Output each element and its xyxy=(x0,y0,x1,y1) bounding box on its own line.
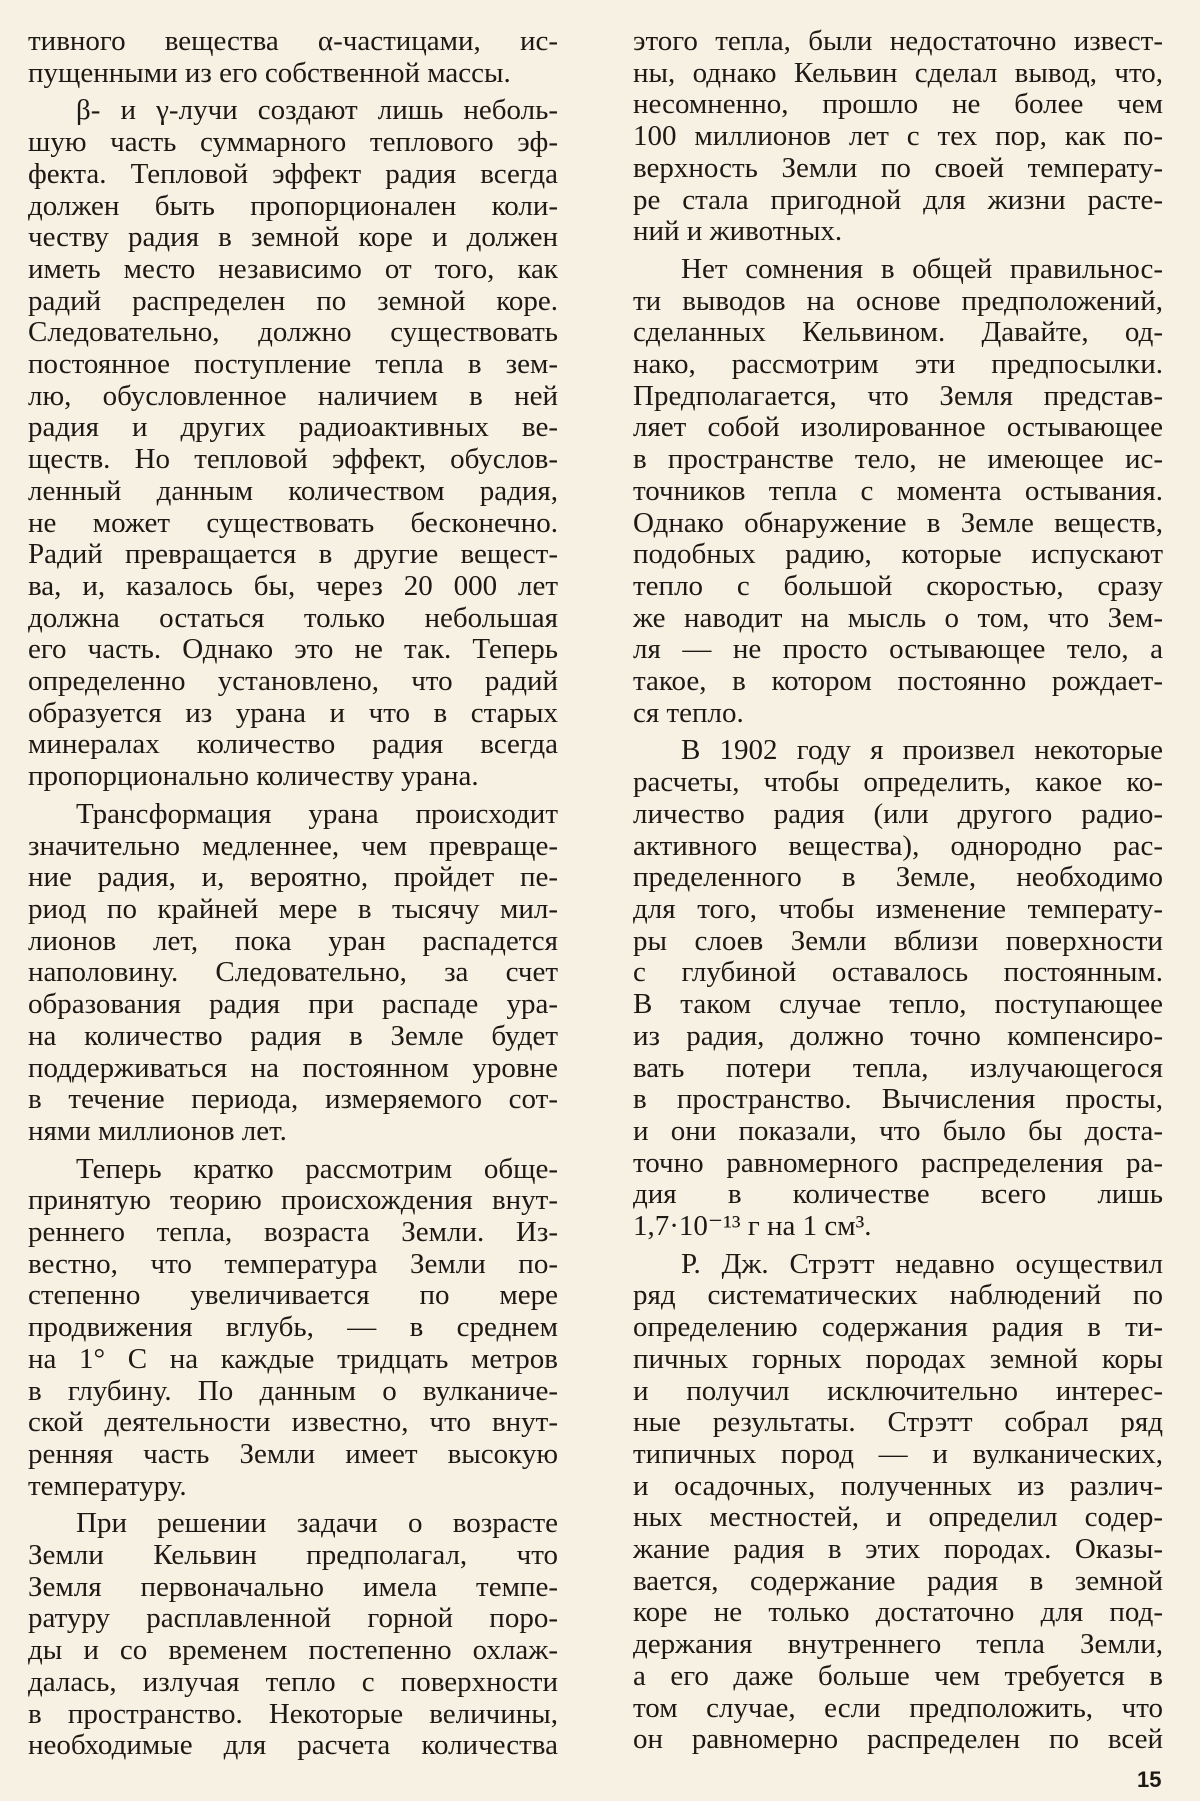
text-line: он равномерно распределен по всей xyxy=(633,1723,1163,1756)
text-line: и они показали, что было бы доста- xyxy=(633,1114,1163,1147)
text-line: и получил исключительно интерес- xyxy=(633,1374,1163,1407)
text-line: из радия, должно точно компенсиро- xyxy=(633,1019,1163,1052)
text-line: личество радия (или другого радио- xyxy=(633,797,1163,830)
text-line: ва, и, казалось бы, через 20 000 лет xyxy=(28,569,558,602)
text-line: Нет сомнения в общей правильнос- xyxy=(681,252,1163,285)
text-line: Радий превращается в другие вещест- xyxy=(28,538,558,571)
text-line: ний и животных. xyxy=(633,215,843,248)
text-line: вается, содержание радия в земной xyxy=(633,1564,1163,1597)
text-line: дия в количестве всего лишь xyxy=(633,1178,1163,1211)
text-line: в глубину. По данным о вулканиче- xyxy=(28,1374,558,1407)
text-line: на 1° С на каждые тридцать метров xyxy=(28,1342,558,1375)
text-line: типичных пород — и вулканических, xyxy=(633,1437,1163,1470)
text-line: В таком случае тепло, поступающее xyxy=(633,988,1163,1021)
text-line: держания внутреннего тепла Земли, xyxy=(633,1628,1163,1661)
text-line: образуется из урана и что в старых xyxy=(28,696,558,729)
text-line: ляет собой изолированное остывающее xyxy=(633,411,1163,444)
text-line: пределенного в Земле, необходимо xyxy=(633,861,1163,894)
text-line: В 1902 году я произвел некоторые xyxy=(681,734,1163,767)
text-line: риод по крайней мере в тысячу мил- xyxy=(28,892,558,925)
text-line: этого тепла, были недостаточно извест- xyxy=(633,25,1163,57)
text-line: 1,7·10⁻¹³ г на 1 см³. xyxy=(633,1210,872,1243)
text-line: далась, излучая тепло с поверхности xyxy=(28,1665,558,1698)
text-line: коре не только достаточно для под- xyxy=(633,1596,1163,1629)
text-line: пущенными из его собственной массы. xyxy=(28,56,511,89)
text-line: продвижения вглубь, — в среднем xyxy=(28,1311,558,1344)
text-line: ры слоев Земли вблизи поверхности xyxy=(633,924,1163,957)
text-line: β- и γ-лучи создают лишь неболь- xyxy=(76,94,558,127)
text-line: значительно медленнее, чем превраще- xyxy=(28,829,558,862)
text-line: Предполагается, что Земля представ- xyxy=(633,379,1163,412)
text-line: принятую теорию происхождения внут- xyxy=(28,1184,558,1217)
text-line: сделанных Кельвином. Давайте, од- xyxy=(633,316,1163,349)
text-line: ды и со временем постепенно охлаж- xyxy=(28,1634,558,1667)
text-line: минералах количество радия всегда xyxy=(28,728,558,761)
text-line: ные результаты. Стрэтт собрал ряд xyxy=(633,1406,1163,1439)
page-number: 15 xyxy=(1137,1767,1162,1792)
text-line: несомненно, прошло не более чем xyxy=(633,88,1163,121)
text-line: степенно увеличивается по мере xyxy=(28,1279,558,1312)
text-line: и осадочных, полученных из различ- xyxy=(633,1469,1163,1502)
text-line: точников тепла с момента остывания. xyxy=(633,474,1163,507)
text-line: подобных радию, которые испускают xyxy=(633,538,1163,571)
text-line: ре стала пригодной для жизни расте- xyxy=(633,183,1163,216)
text-line: ратуру расплавленной горной поро- xyxy=(28,1602,558,1635)
text-line: вестно, что температура Земли по- xyxy=(28,1247,558,1280)
text-line: ществ. Но тепловой эффект, обуслов- xyxy=(28,443,558,476)
text-line: нако, рассмотрим эти предпосылки. xyxy=(633,348,1163,381)
text-line: тивного вещества α-частицами, ис- xyxy=(28,25,558,57)
text-line: Земли Кельвин предполагал, что xyxy=(28,1539,558,1572)
text-line: ряд систематических наблюдений по xyxy=(633,1279,1163,1312)
text-line: образования радия при распаде ура- xyxy=(28,988,558,1021)
text-line: с глубиной оставалось постоянным. xyxy=(633,956,1163,989)
text-line: нями миллионов лет. xyxy=(28,1114,287,1147)
text-line: Следовательно, должно существовать xyxy=(28,316,558,349)
text-line: в течение периода, измеряемого сот- xyxy=(28,1083,558,1116)
text-line: должен быть пропорционален коли- xyxy=(28,189,558,222)
text-line: в пространство. Некоторые величины, xyxy=(28,1697,558,1730)
text-line: ние радия, и, вероятно, пройдет пе- xyxy=(28,861,558,894)
text-line: определению содержания радия в ти- xyxy=(633,1311,1163,1344)
text-line: вать потери тепла, излучающегося xyxy=(633,1051,1163,1084)
text-line: определенно установлено, что радий xyxy=(28,665,558,698)
text-line: пропорционально количеству урана. xyxy=(28,760,479,793)
text-line: иметь место независимо от того, как xyxy=(28,252,558,285)
text-line: том случае, если предположить, что xyxy=(633,1691,1163,1724)
text-line: фекта. Тепловой эффект радия всегда xyxy=(28,157,558,190)
text-line: ской деятельности известно, что внут- xyxy=(28,1406,558,1439)
text-line: в пространстве тело, не имеющее ис- xyxy=(633,443,1163,476)
text-line: пичных горных породах земной коры xyxy=(633,1342,1163,1375)
text-line: Трансформация урана происходит xyxy=(76,797,558,830)
text-line: радий распределен по земной коре. xyxy=(28,284,558,317)
text-line: лионов лет, пока уран распадется xyxy=(28,924,558,957)
text-line: ны, однако Кельвин сделал вывод, что, xyxy=(633,56,1163,89)
text-line: а его даже больше чем требуется в xyxy=(633,1659,1163,1692)
text-line: ных местностей, и определил содер- xyxy=(633,1501,1163,1534)
text-line: ленный данным количеством радия, xyxy=(28,474,558,507)
text-line: необходимые для расчета количества xyxy=(28,1729,558,1762)
text-line: Однако обнаружение в Земле веществ, xyxy=(633,506,1163,539)
text-line: точно равномерного распределения ра- xyxy=(633,1146,1163,1179)
text-line: ся тепло. xyxy=(633,696,744,729)
text-line: ти выводов на основе предположений, xyxy=(633,284,1163,317)
text-line: его часть. Однако это не так. Теперь xyxy=(28,633,558,666)
text-line: в пространство. Вычисления просты, xyxy=(633,1083,1163,1116)
right-column xyxy=(633,26,1163,1756)
text-line: честву радия в земной коре и должен xyxy=(28,221,558,254)
text-line: не может существовать бесконечно. xyxy=(28,506,558,539)
text-line: ренняя часть Земли имеет высокую xyxy=(28,1437,558,1470)
text-line: для того, чтобы изменение температу- xyxy=(633,892,1163,925)
text-line: верхность Земли по своей температу- xyxy=(633,151,1163,184)
text-line: наполовину. Следовательно, за счет xyxy=(28,956,558,989)
text-line: Земля первоначально имела темпе- xyxy=(28,1570,558,1603)
text-line: на количество радия в Земле будет xyxy=(28,1019,558,1052)
text-line: ля — не просто остывающее тело, а xyxy=(633,633,1163,666)
text-line: должна остаться только небольшая xyxy=(28,601,558,634)
text-line: Теперь кратко рассмотрим обще- xyxy=(76,1152,558,1185)
text-line: 100 миллионов лет с тех пор, как по- xyxy=(633,120,1163,153)
left-column xyxy=(28,26,558,1762)
text-line: такое, в котором постоянно рождает- xyxy=(633,665,1163,698)
text-line: температуру. xyxy=(28,1469,187,1502)
text-line: При решении задачи о возрасте xyxy=(76,1507,558,1540)
text-line: шую часть суммарного теплового эф- xyxy=(28,126,558,159)
text-line: радия и других радиоактивных ве- xyxy=(28,411,558,444)
text-line: же наводит на мысль о том, что Зем- xyxy=(633,601,1163,634)
text-line: Р. Дж. Стрэтт недавно осуществил xyxy=(681,1247,1163,1280)
text-line: расчеты, чтобы определить, какое ко- xyxy=(633,766,1163,799)
text-line: активного вещества), однородно рас- xyxy=(633,829,1163,862)
text-line: поддерживаться на постоянном уровне xyxy=(28,1051,558,1084)
text-line: тепло с большой скоростью, сразу xyxy=(633,569,1163,602)
text-line: лю, обусловленное наличием в ней xyxy=(28,379,558,412)
text-line: реннего тепла, возраста Земли. Из- xyxy=(28,1216,558,1249)
text-line: постоянное поступление тепла в зем- xyxy=(28,348,558,381)
text-line: жание радия в этих породах. Оказы- xyxy=(633,1533,1163,1566)
